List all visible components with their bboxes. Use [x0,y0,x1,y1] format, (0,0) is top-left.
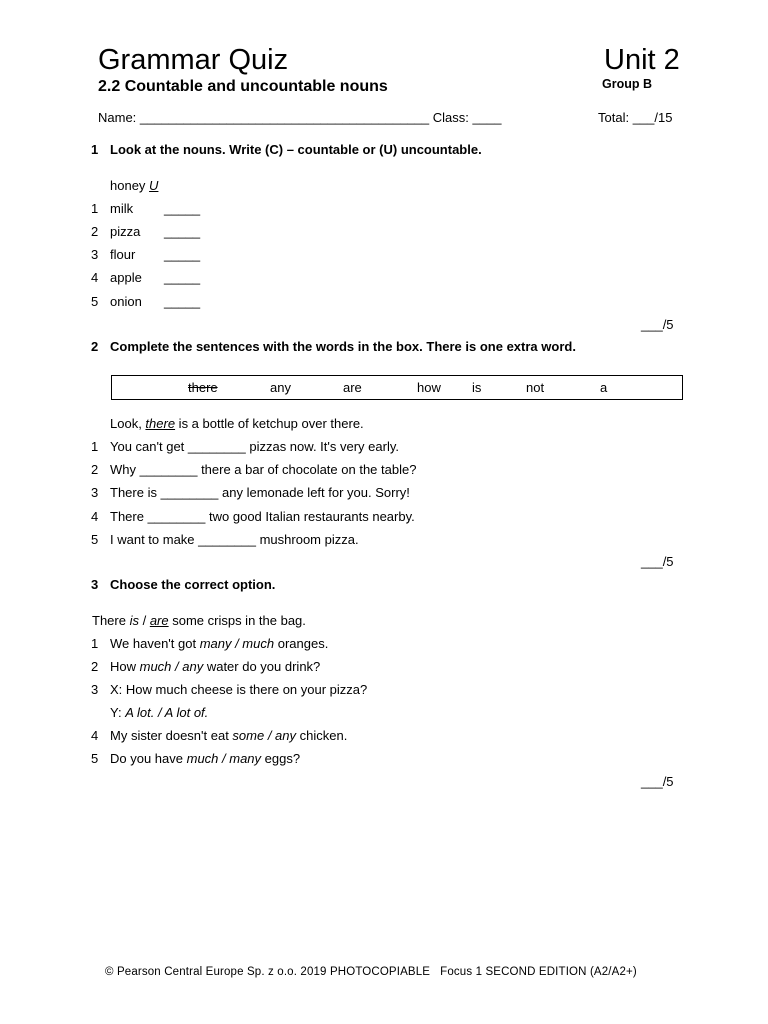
noun: apple [110,270,142,285]
box-word: is [472,380,482,395]
name-label: Name: [98,110,137,125]
option-separator: / [138,613,150,628]
section3-example [92,612,306,630]
section1-number: 1 [91,142,99,157]
sentence: There is ________ any lemonade left for you. Sorry! [110,485,410,500]
sentence: I want to make ________ mushroom pizza. [110,532,359,547]
name-row [98,109,501,127]
option-sentence [110,727,347,745]
example-after: is a bottle of ketchup over there. [175,416,364,431]
section1-score: ___/5 [641,317,674,332]
answer-blank[interactable]: _____ [164,247,201,262]
item-number: 3 [91,682,99,697]
sentence-end: water do you drink? [203,659,321,674]
answer-blank[interactable]: _____ [164,294,201,309]
noun: onion [110,294,142,309]
sentence-start: How [110,659,140,674]
section2-score: ___/5 [641,554,674,569]
sentence-start: X: How much cheese is there on your pizza? [110,682,368,697]
total-value: ___/15 [632,110,673,125]
item-number: 2 [91,659,99,674]
example-before: There [92,613,130,628]
class-blank: ____ [472,110,502,125]
sentence-start: Y: [110,705,126,720]
example-after: some crisps in the bag. [168,613,306,628]
example-word: honey [110,178,146,193]
option-sentence [110,635,328,653]
example-before: Look, [110,416,146,431]
sentence: There ________ two good Italian restaurants nearby. [110,509,415,524]
sentence-start: Do you have [110,751,187,766]
item-number: 4 [91,728,99,743]
option-sentence [110,750,300,768]
section1-instruction: Look at the nouns. Write (C) – countable or (U) uncountable. [110,142,482,157]
option-sentence [110,681,367,699]
item-number: 2 [91,462,99,477]
sentence-end: oranges. [274,636,329,651]
section2-number: 2 [91,339,99,354]
noun: milk [110,201,134,216]
total-row [598,109,672,127]
item-number: 5 [91,532,99,547]
box-word: a [600,380,608,395]
word-box [111,375,683,400]
class-label: Class: [432,110,469,125]
section1-example [110,177,158,195]
box-word: any [270,380,291,395]
noun: flour [110,247,136,262]
sentence-end: chicken. [296,728,348,743]
option-choice[interactable]: much / many [186,751,262,766]
option-choice[interactable]: many / much [199,636,275,651]
edition-text: Focus 1 SECOND EDITION (A2/A2+) [440,966,637,978]
box-word: how [417,380,441,395]
item-number: 1 [91,201,99,216]
option-are: are [149,613,169,628]
sentence-start: We haven't got [110,636,200,651]
page-title: Grammar Quiz [98,44,289,76]
unit-label: Unit 2 [604,44,680,76]
item-number: 1 [91,439,99,454]
answer-blank[interactable]: _____ [164,201,201,216]
example-answer: there [145,416,176,431]
section2-instruction: Complete the sentences with the words in the box. There is one extra word. [110,339,576,354]
option-sentence [110,658,320,676]
noun: pizza [110,224,141,239]
example-answer: U [149,178,159,193]
sentence-end: eggs? [261,751,301,766]
item-number: 5 [91,294,99,309]
option-is: is [129,613,139,628]
group-label: Group B [602,77,652,91]
section3-number: 3 [91,577,99,592]
option-sentence [110,704,208,722]
section2-example [110,415,364,433]
total-label: Total: [598,110,630,125]
section3-score: ___/5 [641,774,674,789]
answer-blank[interactable]: _____ [164,224,201,239]
sentence-start: My sister doesn't eat [110,728,233,743]
item-number: 1 [91,636,99,651]
box-word: there [188,380,218,395]
page-subtitle: 2.2 Countable and uncountable nouns [98,78,388,95]
option-choice[interactable]: some / any [232,728,297,743]
item-number: 4 [91,270,99,285]
answer-blank[interactable]: _____ [164,270,201,285]
section3-instruction: Choose the correct option. [110,577,276,592]
sentence: You can't get ________ pizzas now. It's very early. [110,439,399,454]
item-number: 3 [91,247,99,262]
name-blank: ________________________________________ [139,110,430,125]
item-number: 5 [91,751,99,766]
item-number: 4 [91,509,99,524]
sentence: Why ________ there a bar of chocolate on the table? [110,462,417,477]
footer [105,964,637,980]
box-word: not [526,380,545,395]
item-number: 3 [91,485,99,500]
copyright-text: © Pearson Central Europe Sp. z o.o. 2019 PHOTOCOPIABLE [105,966,431,978]
box-word: are [343,380,362,395]
option-choice[interactable]: A lot. / A lot of. [125,705,209,720]
item-number: 2 [91,224,99,239]
option-choice[interactable]: much / any [139,659,204,674]
